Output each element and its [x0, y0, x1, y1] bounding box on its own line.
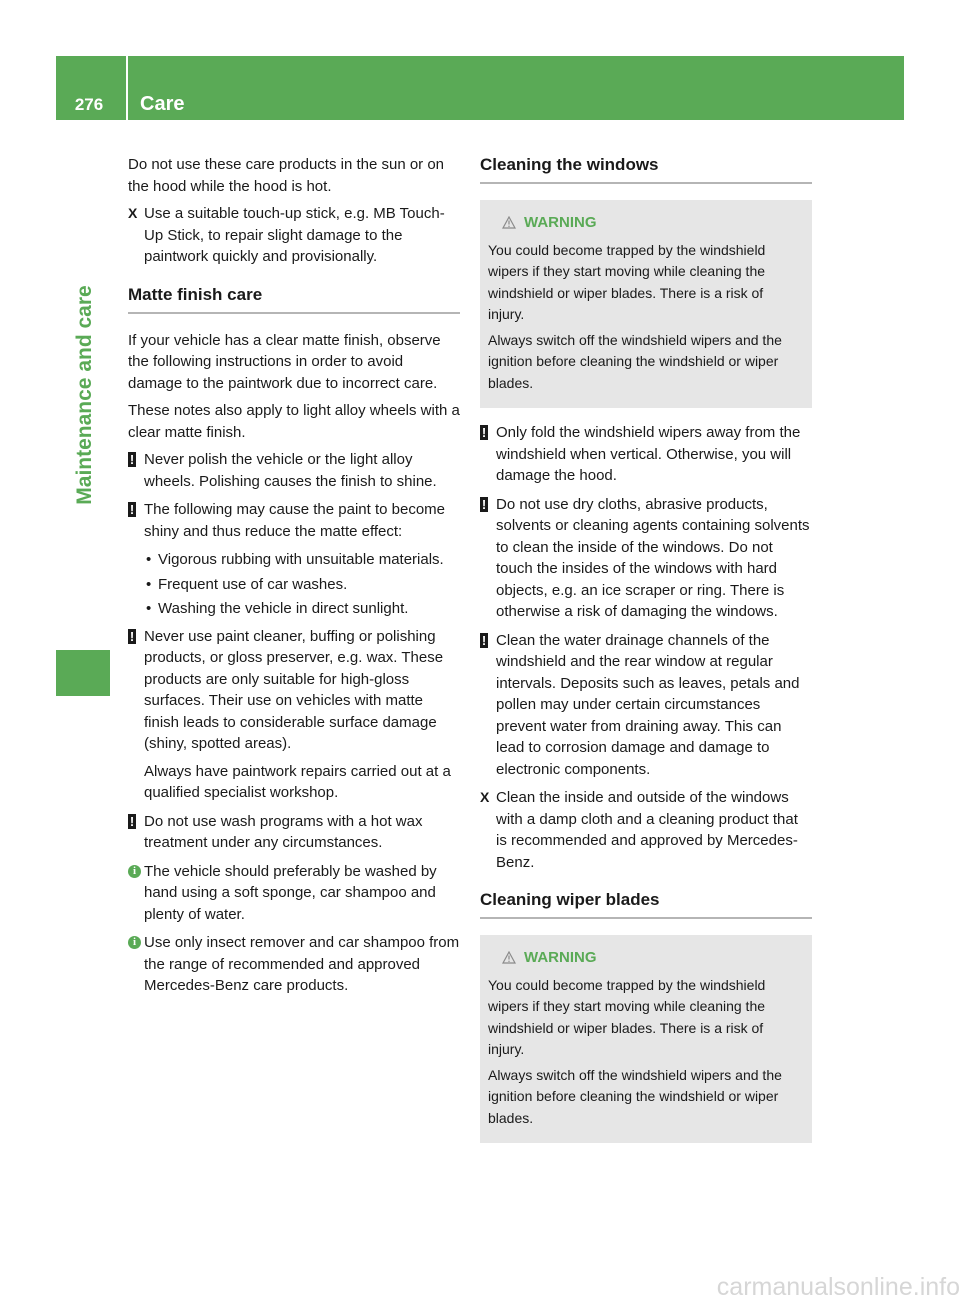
notice-cleaner [128, 626, 460, 804]
exclamation-icon: ! [481, 425, 487, 440]
exclamation-icon: ! [481, 496, 487, 512]
warning-wiper-text-2: Always switch off the windshield wipers and the ignition before cleaning the windshield or wiper blades. [488, 1066, 782, 1126]
step-touchup [128, 203, 460, 268]
info-icon: i [128, 936, 141, 949]
info-insect-remover-text: Use only insect remover and car shampoo from the range of recommended and approved Mercedes-Benz care products. [144, 934, 460, 994]
warning-windows-text-2: Always switch off the windshield wipers and the ignition before cleaning the windshield or wiper blades. [488, 331, 782, 391]
step-clean-windows-text: Clean the inside and outside of the windows with a damp cloth and a cleaning product that is recommended and approved by Mercedes-Benz. [496, 789, 798, 871]
matte-paragraph-2: These notes also apply to light alloy wheels with a clear matte finish. [128, 402, 460, 441]
info-hand-wash [128, 861, 460, 926]
warning-title [488, 947, 802, 969]
watermark: carmanualsonline.info [716, 1273, 960, 1301]
notice-fold-wipers-text: Only fold the windshield wipers away from the windshield when vertical. Otherwise, you will damage the hood. [496, 424, 801, 484]
notice-following [128, 499, 460, 542]
exclamation-icon: ! [481, 632, 487, 648]
info-icon: i [128, 865, 141, 878]
notice-drainage-text: Clean the water drainage channels of the windshield and the rear window at regular intervals. Deposits such as leaves, petals and pollen may under certain circumstances prevent water from draining away. This can lead to corrosion damage and damage to electronic components. [496, 631, 800, 778]
exclamation-icon: ! [129, 452, 135, 467]
notice-drainage [480, 630, 812, 781]
notice-dry-cloths-text: Do not use dry cloths, abrasive products, solvents or cleaning agents containing solvents to clean the inside of the windows. Do not touch the insides of the windows with hard objects, e.g. an ice scraper or ring. There is otherwise a risk of damaging the windows. [496, 495, 810, 620]
left-column [128, 154, 460, 1004]
step-touchup-text: Use a suitable touch-up stick, e.g. MB Touch-Up Stick, to repair slight damage to the paintwork quickly and provisionally. [144, 205, 445, 265]
step-arrow-icon: X [128, 205, 138, 221]
notice-fold-wipers [480, 422, 812, 487]
exclamation-icon: ! [129, 502, 135, 517]
list-item: • Frequent use of car washes. [144, 574, 460, 596]
matte-effect-list [144, 549, 460, 620]
cleaning-windows-heading: Cleaning the windows [480, 154, 812, 184]
warning-box-windows [480, 200, 812, 408]
step-clean-windows [480, 787, 812, 873]
warning-windows-text-1: You could become trapped by the windshield wipers if they start moving while cleaning the windshield or wiper blades. There is a risk of injury. [488, 241, 766, 322]
notice-polish-text: Never polish the vehicle or the light alloy wheels. Polishing causes the finish to shine. [144, 451, 437, 490]
notice-polish [128, 449, 460, 492]
exclamation-icon: ! [129, 813, 135, 829]
side-tab-label: Maintenance and care [73, 285, 96, 505]
step-arrow-icon: X [480, 789, 490, 805]
warning-wiper-text-1: You could become trapped by the windshield wipers if they start moving while cleaning the windshield or wiper blades. There is a risk of injury. [488, 976, 766, 1057]
intro-text: Do not use these care products in the sun or on the hood while the hood is hot. [128, 156, 445, 195]
notice-following-text: The following may cause the paint to become shiny and thus reduce the matte effect: [144, 501, 446, 540]
notice-cleaner-text-2: Always have paintwork repairs carried out at a qualified specialist workshop. [144, 762, 451, 801]
exclamation-icon: ! [129, 628, 135, 644]
section-title: Care [140, 93, 185, 115]
header-divider [126, 56, 128, 120]
list-item: • Washing the vehicle in direct sunlight. [144, 598, 460, 620]
warning-box-wiper [480, 935, 812, 1143]
notice-dry-cloths [480, 494, 812, 623]
right-column [480, 154, 812, 1157]
warning-label: WARNING [524, 214, 597, 231]
warning-title [488, 212, 802, 234]
matte-finish-heading: Matte finish care [128, 284, 460, 314]
cleaning-wiper-blades-heading: Cleaning wiper blades [480, 889, 812, 919]
warning-triangle-icon [502, 216, 516, 229]
matte-paragraph-1: If your vehicle has a clear matte finish, observe the following instructions in order to avoid damage to the paintwork due to incorrect care. [128, 331, 441, 392]
page-number: 276 [74, 95, 104, 114]
notice-cleaner-text: Never use paint cleaner, buffing or polishing products, or gloss preserver, e.g. wax. These products are only suitable for high-gloss surfaces. Their use on vehicles with matte finish leads to considerable surface damage (shiny, spotted areas). [144, 627, 444, 752]
list-item: • Vigorous rubbing with unsuitable materials. [144, 549, 460, 571]
warning-label: WARNING [524, 949, 597, 966]
warning-triangle-icon [502, 951, 516, 964]
info-insect-remover [128, 932, 460, 997]
notice-wash [128, 811, 460, 854]
info-hand-wash-text: The vehicle should preferably be washed by hand using a soft sponge, car shampoo and plenty of water. [144, 862, 437, 923]
side-tab-block [56, 650, 110, 696]
notice-wash-text: Do not use wash programs with a hot wax treatment under any circumstances. [144, 812, 423, 851]
